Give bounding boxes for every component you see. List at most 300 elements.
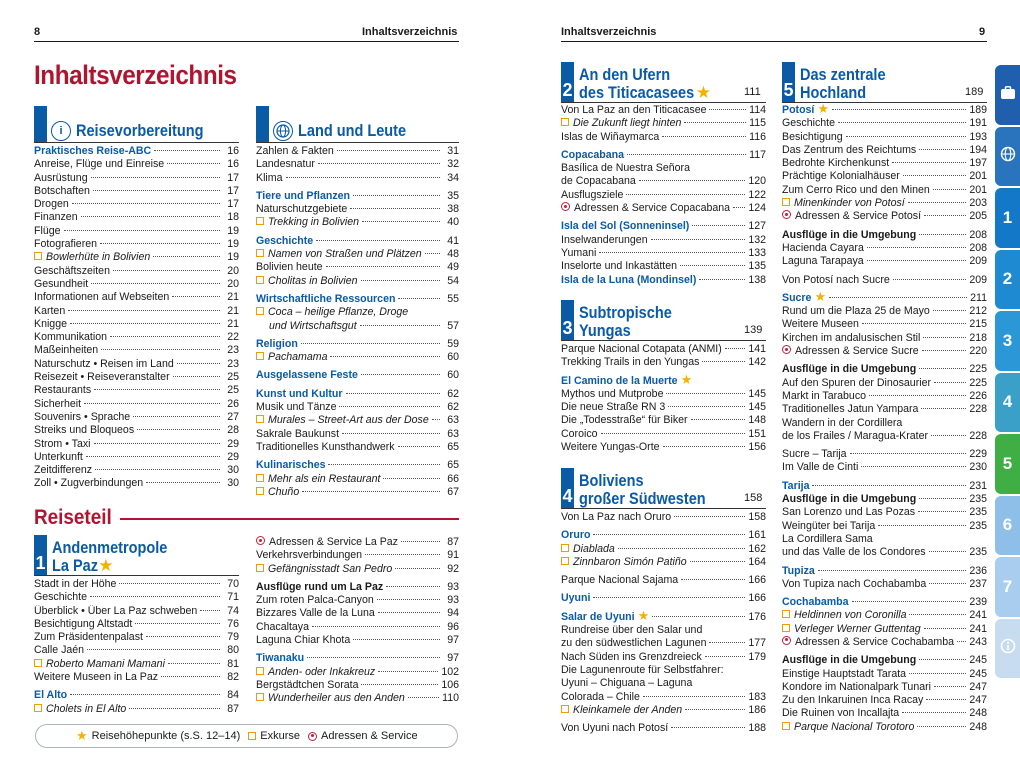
toc-entry-page: 28 [227,424,239,437]
toc-entry-page: 70 [227,578,239,590]
toc-entry [34,172,239,185]
leader-dots [316,240,440,241]
toc-entry-page: 151 [748,427,766,440]
info-icon: i [51,121,71,141]
tab-section-8[interactable] [995,557,1020,617]
toc-entry [34,631,239,644]
toc-entry-page: 226 [969,389,987,402]
leader-dots [893,279,967,280]
leader-dots [326,266,440,267]
toc-entry-page: 133 [748,246,766,259]
toc-entry-title: Unterkunft [34,450,83,463]
toc-entry-page: 141 [748,343,766,355]
toc-entry-title: Ausrüstung [34,171,88,184]
section-title-line2: La Paz [52,557,99,575]
toc-entry-title: Geschichte [256,234,314,247]
tab-section-5[interactable] [995,373,1020,433]
toc-entry [256,261,459,274]
toc-entry-title: Wirtschaftliche Ressourcen [256,292,396,305]
toc-entry-page: 248 [969,720,987,733]
toc-entry [34,591,239,604]
toc-entry [256,692,459,705]
toc-entry-page: 161 [748,529,766,542]
toc-column-reisevorbereitung [34,145,239,491]
toc-entry [561,637,766,650]
tab-globe-icon[interactable] [995,127,1020,187]
toc-entry-title: Trekking Trails in den Yungas [561,356,700,369]
toc-entry-page: 55 [447,292,459,305]
toc-entry [561,175,766,188]
toc-entry-title: und Wirtschaftsgut [269,319,357,332]
leader-dots [432,419,440,420]
toc-entry-title: Von La Paz nach Oruro [561,511,672,523]
toc-entry-title: Hacienda Cayara [782,241,864,254]
toc-entry [561,343,766,356]
toc-entry-title: Geschichte [782,117,835,130]
toc-entry [34,618,239,631]
toc-entry [256,459,459,472]
leader-dots [652,616,745,617]
toc-entry-page: 71 [227,591,239,604]
leader-dots [383,478,440,479]
leader-dots [168,663,220,664]
toc-entry-title: Potosí [782,104,815,116]
toc-entry [34,671,239,684]
leader-dots [838,122,966,123]
section-page: 189 [965,86,984,98]
toc-entry-page: 80 [227,644,239,657]
toc-column-titicaca [561,104,766,287]
toc-entry-page: 145 [748,401,766,414]
toc-entry-page: 208 [969,228,987,241]
toc-entry-title: Rund um die Plaza 25 de Mayo [782,305,930,318]
leader-dots [101,349,220,350]
toc-entry-title: Die Zukunft liegt hinten [573,117,682,130]
toc-entry-title: Zum roten Palca-Canyon [256,594,374,607]
toc-entry [782,229,987,242]
toc-entry [34,305,239,318]
toc-entry-title: Rundreise über den Salar und [561,624,703,637]
toc-entry-page: 228 [969,429,987,442]
leader-dots [643,696,745,697]
toc-entry-page: 26 [227,397,239,410]
section-2-header [561,62,711,102]
star-icon: ★ [817,104,830,116]
toc-entry-title: Musik und Tänze [256,401,337,414]
tab-section-3[interactable] [995,250,1020,310]
toc-entry [34,644,239,657]
toc-entry-page: 110 [442,692,459,705]
tab-section-4[interactable] [995,311,1020,371]
excursion-icon [561,118,569,126]
leader-dots [330,356,440,357]
toc-entry-page: 19 [227,224,239,237]
toc-entry [34,278,239,291]
toc-entry-title: Die Ruinen von Incallajta [782,707,900,720]
toc-entry-title: Copacabana [561,148,624,161]
toc-entry-page: 25 [227,384,239,397]
toc-entry-page: 97 [447,634,459,647]
toc-entry-title: Inselwanderungen [561,233,648,246]
toc-entry-page: 48 [447,248,459,261]
toc-entry [34,451,239,464]
right-page-number: 9 [979,26,986,38]
toc-entry-page: 31 [447,145,459,157]
toc-entry-page: 208 [969,241,987,254]
toc-entry-title: Sakrale Baukunst [256,427,340,440]
toc-entry-title: Tarija [782,479,810,492]
excursion-icon [34,704,42,712]
tab-label: 6 [1002,515,1013,535]
leader-dots [867,247,966,248]
toc-entry [256,248,459,261]
toc-entry-title: Praktisches Reise-ABC [34,145,152,157]
toc-entry [256,414,459,427]
toc-entry [256,536,459,549]
toc-entry [782,255,987,268]
toc-entry-title: Fotografieren [34,238,98,251]
leader-dots [129,708,220,709]
leader-dots [377,599,440,600]
toc-entry-page: 235 [969,493,987,506]
toc-entry [256,145,459,158]
toc-entry [782,623,987,636]
toc-entry-title: Wunderheiler aus den Anden [268,692,405,705]
section-title-line1: An den Ufern [579,66,671,84]
toc-entry-page: 60 [447,351,459,364]
reiseteil-title: Reiseteil [34,506,112,529]
leader-dots [733,207,745,208]
toc-entry-title: Anreise, Flüge und Einreise [34,158,165,171]
toc-entry-title: Uyuni – Chiguana – Laguna [561,677,693,690]
toc-entry [782,197,987,210]
toc-entry [256,563,459,576]
toc-entry-page: 236 [969,564,987,577]
toc-entry [561,375,766,388]
leader-dots [934,686,966,687]
section-page: 111 [744,86,761,98]
toc-entry-page: 65 [447,440,459,453]
tab-info-icon[interactable] [995,619,1020,679]
toc-entry-page: 127 [748,220,766,233]
leader-dots [709,642,745,643]
toc-entry-title: Pachamama [268,351,328,364]
leader-dots [119,583,220,584]
toc-entry-title: Strom • Taxi [34,437,91,450]
leader-dots [91,283,220,284]
toc-entry-page: 218 [969,331,987,344]
toc-entry-page: 30 [227,477,239,490]
toc-entry [782,305,987,318]
toc-entry-page: 193 [969,130,987,143]
toc-entry [782,184,987,197]
toc-entry [561,388,766,401]
toc-entry [561,651,766,664]
toc-entry-title: Yumani [561,246,597,259]
tab-section-2[interactable] [995,188,1020,248]
excursion-icon [782,624,790,632]
leader-dots [902,712,966,713]
main-title: Inhaltsverzeichnis [34,60,237,90]
toc-entry-page: 66 [447,472,459,485]
leader-dots [91,177,220,178]
toc-entry-page: 215 [969,318,987,331]
toc-entry-title: Bizzares Valle de la Luna [256,607,375,620]
toc-entry-title: Kirchen im andalusischen Stil [782,331,921,344]
leader-dots [81,216,220,217]
leader-dots [666,393,745,394]
toc-entry [34,371,239,384]
toc-entry-title: Bedrohte Kirchenkunst [782,157,890,170]
toc-entry-page: 22 [227,331,239,344]
toc-entry-title: Verleger Werner Guttentag [794,622,921,635]
excursion-icon [256,415,264,423]
section-title: Land und Leute [298,122,407,140]
leader-dots [302,491,440,492]
toc-entry [256,293,459,306]
toc-entry-page: 245 [969,667,987,680]
toc-entry [782,417,987,430]
excursion-icon [782,610,790,618]
toc-entry [782,533,987,546]
leader-dots [593,597,745,598]
excursion-icon [256,249,264,257]
toc-entry [782,448,987,461]
toc-entry-page: 183 [748,690,766,703]
toc-entry-page: 166 [748,574,766,587]
toc-entry-page: 20 [227,264,239,277]
address-icon [782,636,791,645]
leader-dots [361,684,438,685]
toc-entry [561,574,766,587]
tab-section-6[interactable] [995,434,1020,494]
toc-entry-title: Kulinarisches [256,459,326,472]
leader-dots [401,541,440,542]
leader-dots [909,614,966,615]
toc-entry-title: Coca – heilige Pflanze, Droge [268,306,409,319]
toc-entry-title: Landesnatur [256,158,315,171]
leader-dots [725,348,746,349]
address-icon [782,345,791,354]
leader-dots [829,297,967,298]
legend [35,724,458,748]
leader-dots [691,419,746,420]
toc-entry-page: 18 [227,211,239,224]
toc-entry [782,546,987,559]
leader-dots [918,511,966,512]
toc-entry-title: Zahlen & Fakten [256,145,334,157]
section-number: 3 [561,300,574,340]
toc-entry-title: Mythos und Mutprobe [561,387,664,400]
toc-entry-page: 235 [969,546,987,559]
divider [561,102,766,103]
section-number: 2 [561,62,574,102]
toc-entry [782,506,987,519]
toc-entry-title: Anden- oder Inkakreuz [268,665,376,678]
toc-entry-title: Nach Süden ins Grenzdreieck [561,650,702,663]
toc-entry [256,216,459,229]
tab-suitcase-icon[interactable] [995,65,1020,125]
toc-entry-page: 82 [227,671,239,684]
toc-entry [782,363,987,376]
toc-entry-page: 29 [227,450,239,463]
toc-entry [782,117,987,130]
toc-entry-page: 191 [969,117,987,130]
toc-entry-title: Islas de Wiñaymarca [561,130,660,143]
leader-dots [923,337,966,338]
leader-dots [618,548,745,549]
toc-entry [561,247,766,260]
toc-entry-page: 237 [969,577,987,590]
excursion-icon [256,474,264,482]
toc-entry-page: 201 [969,183,987,196]
toc-entry-title: zu den südwestlichen Lagunen [561,637,707,650]
leader-dots [709,109,746,110]
toc-entry [256,158,459,171]
toc-entry [782,520,987,533]
excursion-icon [561,705,569,713]
toc-entry-title: Besichtigung [782,130,843,143]
leader-dots [94,389,220,390]
toc-entry [256,351,459,364]
divider [256,142,459,143]
section-number: 5 [782,62,795,102]
toc-entry-title: Ausflüge in die Umgebung [782,363,917,376]
toc-entry [561,149,766,162]
left-header-rule [34,41,459,42]
leader-dots [90,596,220,597]
toc-entry-title: Im Valle de Cinti [782,461,859,474]
toc-entry-title: Colorada – Chile [561,690,640,703]
leader-dots [681,579,745,580]
toc-entry-title: Einstige Hauptstadt Tarata [782,667,907,680]
leader-dots [173,376,220,377]
toc-entry-title: Zeitdifferenz [34,464,93,477]
section-title-line1: Subtropische [579,304,672,322]
toc-entry-page: 212 [969,305,987,318]
toc-entry-title: Verkehrsverbindungen [256,549,363,562]
toc-entry [34,158,239,171]
leader-dots [301,343,440,344]
section-title-line2: großer Südwesten [579,490,706,508]
tab-section-7[interactable] [995,496,1020,556]
toc-entry [561,117,766,130]
toc-entry-title: Minenkinder von Potosí [794,197,905,210]
leader-dots [84,403,220,404]
toc-entry-title: Religion [256,337,298,350]
section-title-line2: Hochland [800,84,867,102]
toc-entry-title: El Camino de la Muerte [561,374,678,387]
leader-dots [70,694,220,695]
toc-entry-page: 201 [969,170,987,183]
leader-dots [312,626,440,627]
toc-entry [34,198,239,211]
toc-entry [34,477,239,490]
leader-dots [353,639,440,640]
section-number: 4 [561,468,574,508]
toc-entry-title: Besichtigung Altstadt [34,617,133,630]
toc-entry [782,461,987,474]
leader-dots [362,221,440,222]
toc-entry-page: 225 [969,363,987,376]
excursion-icon [782,198,790,206]
leader-dots [626,194,745,195]
toc-entry-title: Karten [34,304,66,317]
toc-entry-title: Mehr als ein Restaurant [268,472,381,485]
toc-entry-title: Markt in Tarabuco [782,389,867,402]
toc-entry [256,203,459,216]
toc-entry [256,486,459,499]
toc-entry-page: 229 [969,448,987,461]
toc-entry [34,265,239,278]
toc-entry-page: 114 [749,104,766,116]
leader-dots [94,443,221,444]
toc-entry [782,668,987,681]
section-title: Reisevorbereitung [76,122,204,140]
toc-entry-page: 17 [227,184,239,197]
leader-dots [342,433,440,434]
toc-column-yungas [561,343,766,454]
toc-entry [256,581,459,594]
toc-entry-title: Zum Cerro Rico und den Minen [782,183,930,196]
toc-entry-title: Gesundheit [34,277,89,290]
toc-entry-page: 135 [748,260,766,273]
address-icon [782,210,791,219]
toc-entry-title: Adressen & Service Cochabamba [795,635,954,648]
toc-entry [34,251,239,264]
leader-dots [680,265,745,266]
leader-dots [339,406,440,407]
toc-entry-page: 57 [447,319,459,332]
address-icon [561,202,570,211]
toc-entry [34,238,239,251]
section-4-header [561,468,723,508]
star-icon: ★ [637,610,650,623]
leader-dots [167,163,220,164]
toc-entry-title: Roberto Mamani Mamani [46,657,165,670]
toc-entry-title: Überblick • Über La Paz schweben [34,604,198,617]
toc-entry-title: Kommunikation [34,331,108,344]
toc-entry-page: 102 [441,665,459,678]
leader-dots [929,551,967,552]
reiseteil-rule [120,518,459,520]
leader-dots [146,482,220,483]
leader-dots [337,150,440,151]
leader-dots [93,190,220,191]
toc-entry [34,438,239,451]
toc-entry-title: Naturschutz • Reisen im Land [34,357,174,370]
leader-dots [861,466,966,467]
toc-entry [782,480,987,493]
toc-entry-title: Weitere Museen [782,318,859,331]
toc-entry-title: Prächtige Kolonialhäuser [782,170,900,183]
info-icon [1000,638,1016,659]
toc-entry-title: Ausflüge in die Umgebung [782,493,917,506]
toc-entry [561,543,766,556]
toc-entry-page: 124 [748,202,766,215]
legend-addresses: Adressen & Service [321,730,418,742]
toc-entry-page: 220 [969,345,987,358]
leader-dots [908,202,967,203]
leader-dots [909,673,966,674]
toc-entry-page: 132 [748,233,766,246]
toc-entry-title: Zoll • Zugverbindungen [34,477,144,490]
toc-entry-page: 65 [447,459,459,472]
toc-entry [256,172,459,185]
leader-dots [933,189,967,190]
toc-entry-page: 34 [447,171,459,184]
toc-entry [34,344,239,357]
